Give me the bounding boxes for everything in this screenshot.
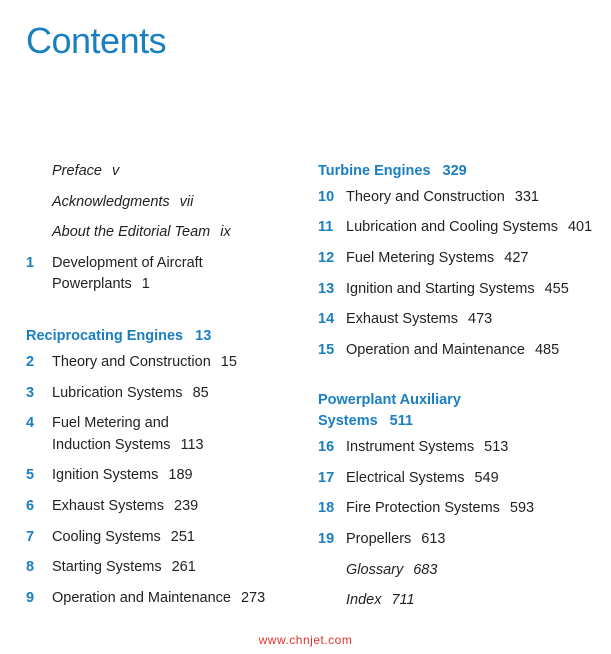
entry-page: v [111, 163, 120, 179]
chapter-title: Ignition and Starting Systems [346, 281, 535, 297]
entry-page: vii [179, 194, 194, 210]
section-page: 329 [442, 163, 467, 179]
entry-title: Preface [52, 163, 102, 179]
chapter-number: 2 [26, 354, 35, 370]
chapter-title: Ignition Systems [52, 467, 159, 483]
watermark-text: www.chnjet.com [258, 633, 353, 647]
entry-page: 613 [421, 531, 446, 547]
entry-title: Glossary [346, 562, 404, 578]
chapter-number: 5 [26, 467, 35, 483]
entry-page: 331 [514, 189, 539, 205]
section-title-line2: Systems [318, 413, 378, 429]
chapter-title-line1: Development of Aircraft [52, 255, 203, 271]
chapter-title: Electrical Systems [346, 470, 465, 486]
chapter-title: Lubrication and Cooling Systems [346, 219, 558, 235]
chapter-number: 13 [318, 281, 335, 297]
entry-page: 85 [192, 385, 209, 401]
chapter-title: Starting Systems [52, 559, 162, 575]
chapter-title: Theory and Construction [52, 354, 211, 370]
section-heading-auxiliary-cont[interactable] [318, 411, 413, 432]
entry-page: 189 [168, 467, 193, 483]
chapter-title: Exhaust Systems [346, 311, 459, 327]
entry-page: 473 [468, 311, 493, 327]
chapter-number: 6 [26, 498, 35, 514]
chapter-title: Operation and Maintenance [346, 342, 525, 358]
chapter-title: Propellers [346, 531, 412, 547]
chapter-title: Fuel Metering Systems [346, 250, 495, 266]
chapter-title-line2: Induction Systems [52, 437, 171, 453]
entry-page: 683 [413, 562, 438, 578]
entry-page: 711 [391, 592, 415, 608]
entry-page: 549 [474, 470, 499, 486]
entry-page: 273 [240, 590, 266, 606]
chapter-number: 14 [318, 311, 335, 327]
chapter-number: 18 [318, 500, 335, 516]
chapter-title: Instrument Systems [346, 439, 475, 455]
entry-page: 113 [180, 437, 204, 453]
chapter-number: 15 [318, 342, 335, 358]
section-heading-auxiliary[interactable] [318, 390, 461, 411]
entry-title: About the Editorial Team [52, 224, 211, 240]
entry-page: ix [220, 224, 231, 240]
section-title-line1: Powerplant Auxiliary [318, 392, 461, 408]
chapter-number: 19 [318, 531, 335, 547]
chapter-title-line1: Fuel Metering and [52, 415, 169, 431]
chapter-title: Operation and Maintenance [52, 590, 231, 606]
chapter-number: 1 [26, 255, 35, 271]
entry-page: 261 [171, 559, 196, 575]
entry-page: 239 [174, 498, 199, 514]
chapter-title-line2: Powerplants [52, 276, 132, 292]
entry-title: Index [346, 592, 382, 608]
chapter-title: Exhaust Systems [52, 498, 165, 514]
entry-page: 593 [509, 500, 535, 516]
chapter-number: 11 [318, 219, 334, 235]
chapter-title: Theory and Construction [346, 189, 505, 205]
chapter-number: 10 [318, 189, 335, 205]
chapter-title: Cooling Systems [52, 529, 161, 545]
section-title: Turbine Engines [318, 163, 431, 179]
section-heading-turbine[interactable] [318, 161, 467, 182]
entry-page: 455 [544, 281, 569, 297]
chapter-title: Fire Protection Systems [346, 500, 500, 516]
chapter-title: Lubrication Systems [52, 385, 183, 401]
chapter-number: 17 [318, 470, 335, 486]
chapter-number: 3 [26, 385, 35, 401]
page-title: Contents [26, 20, 167, 61]
entry-page: 251 [170, 529, 195, 545]
section-page: 13 [195, 328, 212, 344]
entry-title: Acknowledgments [52, 194, 170, 210]
entry-page: 427 [504, 250, 529, 266]
entry-page: 401 [567, 219, 593, 235]
chapter-number: 9 [26, 590, 35, 606]
section-heading-reciprocating[interactable] [26, 326, 211, 347]
chapter-number: 16 [318, 439, 335, 455]
entry-page: 485 [534, 342, 560, 358]
chapter-number: 7 [26, 529, 35, 545]
chapter-number: 4 [26, 415, 35, 431]
chapter-number: 8 [26, 559, 35, 575]
entry-page: 1 [141, 276, 150, 292]
section-page: 511 [389, 413, 414, 429]
section-title: Reciprocating Engines [26, 328, 184, 344]
entry-page: 15 [220, 354, 237, 370]
chapter-number: 12 [318, 250, 335, 266]
entry-page: 513 [484, 439, 509, 455]
